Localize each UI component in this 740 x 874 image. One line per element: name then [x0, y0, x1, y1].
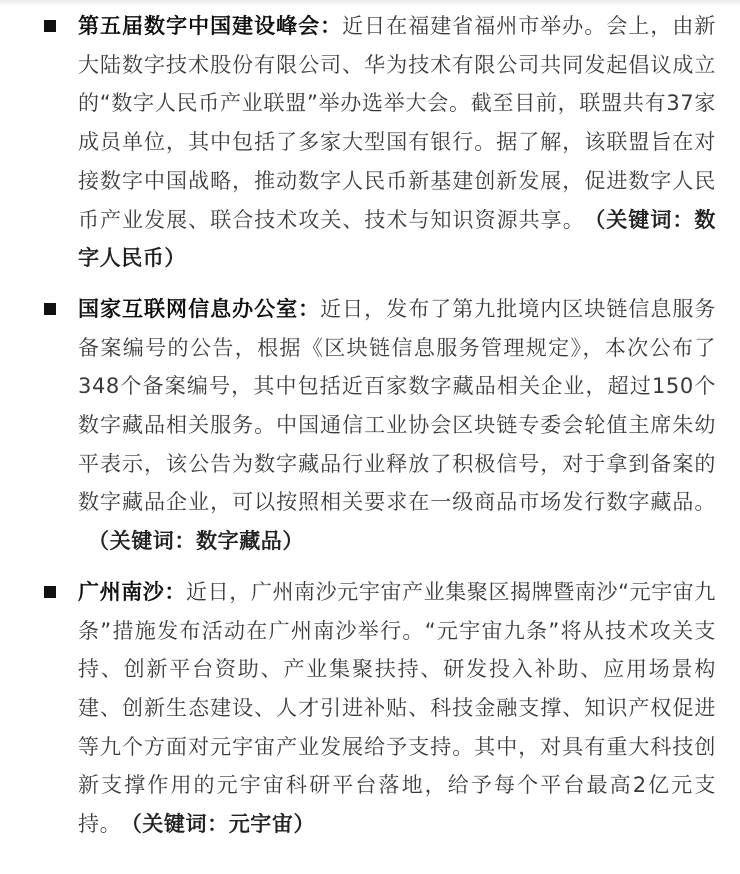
- square-bullet-icon: [44, 20, 56, 32]
- news-source: 广州南沙：: [78, 579, 187, 604]
- news-item-digital-china-summit: [0, 7, 740, 278]
- news-body: 近日，广州南沙元宇宙产业集聚区揭牌暨南沙“元宇宙九条”措施发布活动在广州南沙举行。“元宇宙九条”将从技术攻关支持、创新平台资助、产业集聚扶持、研发投入补助、应用场景构建、创新生态建设、人才引进补贴、科技金融支撑、知识产权促进等九个方面对元宇宙产业发展给予支持。其中，对具有重大科技创新支撑作用的元宇宙科研平台落地，给予每个平台最高2亿元支持。: [78, 579, 716, 837]
- square-bullet-icon: [44, 303, 56, 315]
- news-keywords: （关键词：数字藏品）: [88, 529, 304, 554]
- news-paragraph: [78, 573, 716, 844]
- news-item-guangzhou-nansha: [0, 573, 740, 844]
- news-paragraph: [78, 290, 716, 561]
- news-paragraph: [78, 7, 716, 278]
- news-body: 近日，发布了第九批境内区块链信息服务备案编号的公告，根据《区块链信息服务管理规定》，本次公布了348个备案编号，其中包括近百家数字藏品相关企业，超过150个数字藏品相关服务。中国通信工业协会区块链专委会轮值主席朱幼平表示，该公告为数字藏品行业释放了积极信号，对于拿到备案的数字藏品企业，可以按照相关要求在一级商品市场发行数字藏品。: [78, 296, 716, 515]
- news-keywords: （关键词：数字人民币）: [78, 207, 716, 271]
- news-item-cac-announcement: [0, 290, 740, 561]
- top-edge-shadow: [0, 0, 740, 6]
- square-bullet-icon: [44, 586, 56, 598]
- news-source: 第五届数字中国建设峰会：: [78, 14, 343, 38]
- news-source: 国家互联网信息办公室：: [78, 296, 321, 321]
- news-keywords: （关键词：元宇宙）: [131, 812, 316, 837]
- news-body: 近日在福建省福州市举办。会上，由新大陆数字技术股份有限公司、华为技术有限公司共同发起倡议成立的“数字人民币产业联盟”举办选举大会。截至目前，联盟共有37家成员单位，其中包括了多家大型国有银行。据了解，该联盟旨在对接数字中国战略，推动数字人民币新基建创新发展，促进数字人民币产业发展、联合技术攻关、技术与知识资源共享。: [78, 14, 716, 232]
